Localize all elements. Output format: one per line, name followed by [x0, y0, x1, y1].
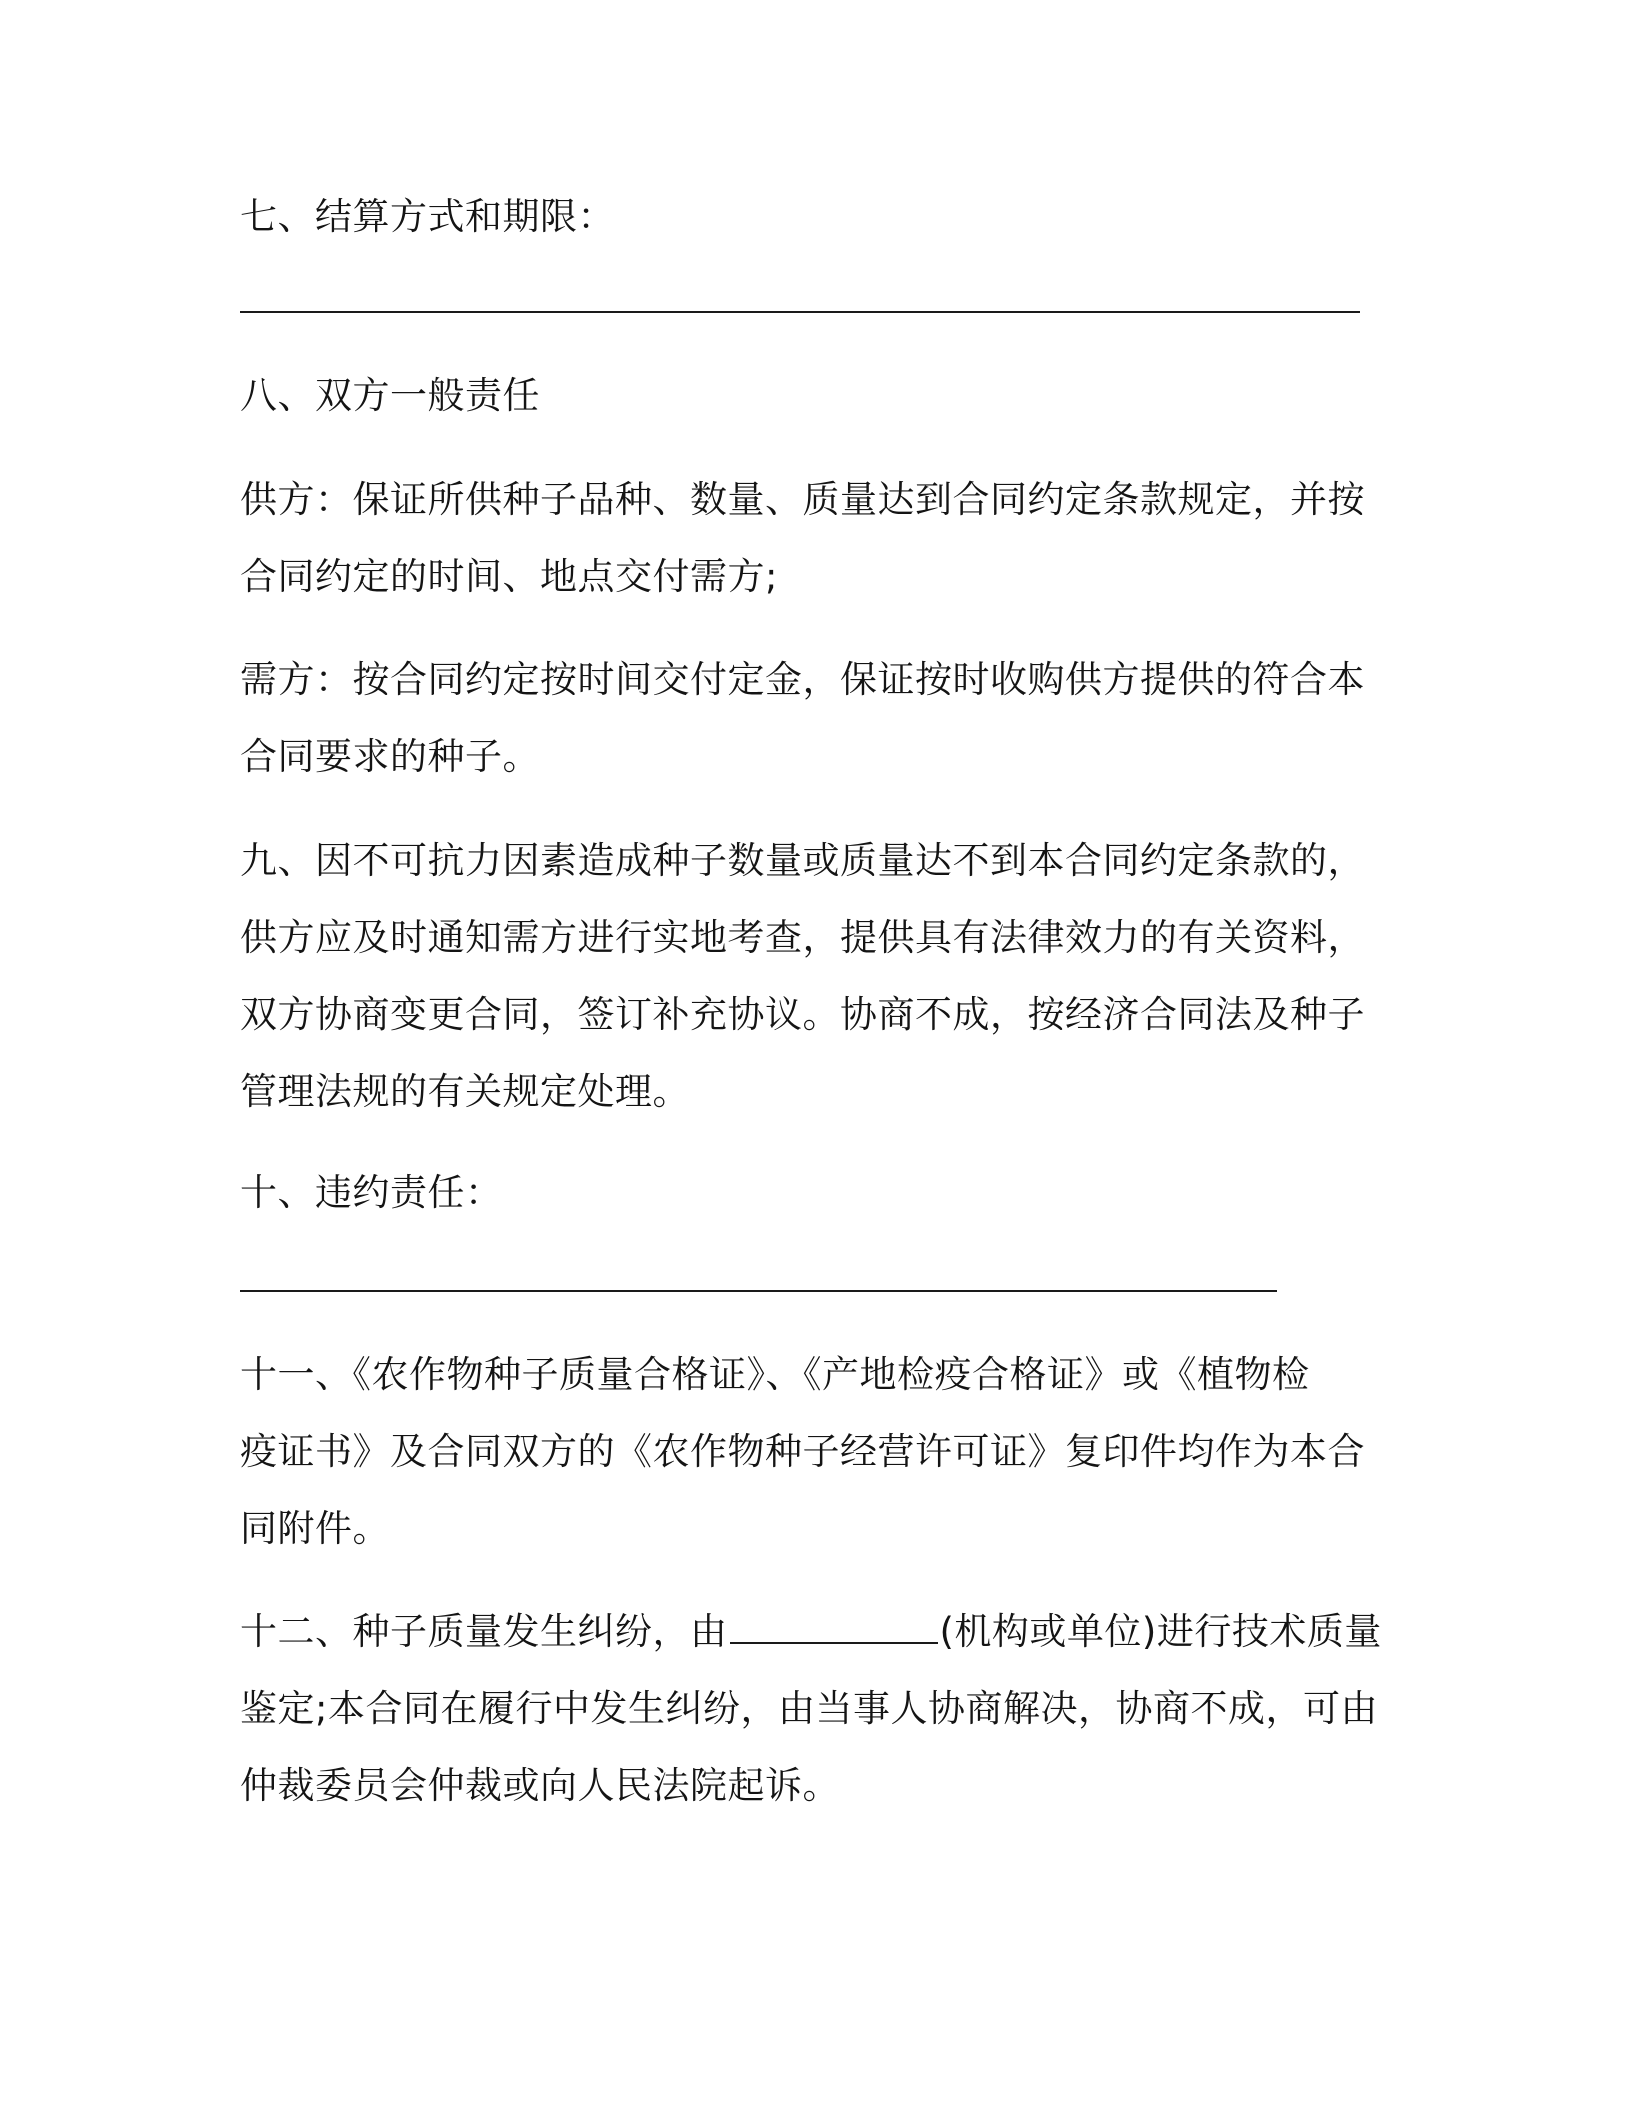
- section-12-line-1-after: (机构或单位)进行技术质量: [939, 1610, 1382, 1653]
- section-12-line-1: [240, 1593, 1380, 1670]
- section-8-supplier-line-2: 合同约定的时间、地点交付需方;: [240, 555, 778, 598]
- section-8-buyer-line-2: 合同要求的种子。: [240, 735, 540, 778]
- section-9-line-1: 九、因不可抗力因素造成种子数量或质量达不到本合同约定条款的，: [240, 839, 1365, 882]
- section-7-blank-line: [240, 311, 1360, 313]
- section-10-heading-text: 十、违约责任：: [240, 1171, 503, 1214]
- section-12-line-2: 鉴定;本合同在履行中发生纠纷，由当事人协商解决，协商不成，可由: [240, 1687, 1378, 1730]
- section-10-blank-line: [240, 1290, 1277, 1292]
- section-11-paragraph: [240, 1336, 1380, 1567]
- section-11-line-3: 同附件。: [240, 1507, 390, 1550]
- section-9-line-4: 管理法规的有关规定处理。: [240, 1070, 690, 1113]
- section-9-paragraph: [240, 822, 1380, 1130]
- section-9-line-2: 供方应及时通知需方进行实地考查，提供具有法律效力的有关资料，: [240, 916, 1365, 959]
- section-8-supplier-paragraph: [240, 461, 1380, 615]
- section-7-heading: [240, 178, 1380, 255]
- section-7-heading-text: 七、结算方式和期限：: [240, 195, 615, 238]
- section-12-paragraph: [240, 1593, 1380, 1824]
- section-12-line-1-before: 十二、种子质量发生纠纷，由: [240, 1610, 728, 1653]
- section-12-institution-blank: [730, 1612, 938, 1644]
- section-12-line-3: 仲裁委员会仲裁或向人民法院起诉。: [240, 1764, 840, 1807]
- section-9-line-3: 双方协商变更合同，签订补充协议。协商不成，按经济合同法及种子: [240, 993, 1365, 1036]
- section-11-line-2: 疫证书》及合同双方的《农作物种子经营许可证》复印件均作为本合: [240, 1430, 1365, 1473]
- section-10-heading: [240, 1154, 1380, 1231]
- section-8-heading-text: 八、双方一般责任: [240, 374, 540, 417]
- section-8-supplier-line-1: 供方：保证所供种子品种、数量、质量达到合同约定条款规定，并按: [240, 478, 1365, 521]
- section-8-buyer-paragraph: [240, 641, 1380, 795]
- section-11-line-1: 十一、《农作物种子质量合格证》、《产地检疫合格证》或《植物检: [240, 1353, 1310, 1396]
- document-page: [240, 0, 1380, 2112]
- section-8-heading: [240, 357, 1380, 434]
- section-8-buyer-line-1: 需方：按合同约定按时间交付定金，保证按时收购供方提供的符合本: [240, 658, 1365, 701]
